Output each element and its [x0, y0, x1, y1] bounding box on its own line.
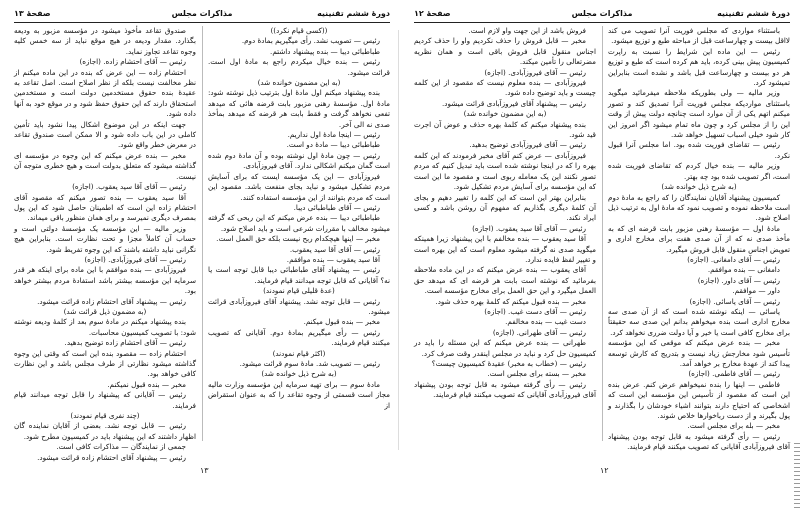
paragraph: رئیس — قابل توجه نشد. پیشنهاد آقای فیروزآبادی قرائت میشود. [208, 296, 390, 316]
running-title: مذاکرات مجلس [571, 9, 633, 18]
paragraph: آقا سید یعقوب — بنده موافقم. [286, 254, 380, 264]
paragraph: رئیس — چون مادهٔ اول نوشته بوده و آن مادهٔ دوم شده است گمان میکنم اشکالی ندارد. آقای فیروزآبادی. [208, 150, 390, 171]
paragraph: طباطبائی دیبا — بنده عرض میکنم که این ربحی که گرفته میشود مخالف با مقررات شرعی است و باید اصلاح شود. [208, 213, 390, 233]
paragraph: باستثناء مواردی که مجلس فوریت آنرا تصویب می کند لااقل بیست و چهارساعت قبل از مباحثه طبع و توزیع میشود. [608, 26, 790, 46]
paragraph: رئیس — آقای یاسائی. (اجازه) [689, 296, 780, 306]
paragraph: وزیر مالیه — این مؤسسه یک مؤسسهٔ دولتی است و حساب آن کاملاً مجزا و تحت نظارت است. بنابراین هیچ نگرانی نباید داشته باشند که این وجوه تفریط شود. [14, 223, 196, 254]
paragraph: طباطبائی دیبا — بنده پیشنهاد داشتم. [270, 46, 380, 56]
paragraph: رئیس — پیشنهاد آقای فیروزآبادی قرائت میشود. [441, 98, 586, 108]
paragraph: مخبر — بنده قبول میکنم. [303, 317, 380, 327]
paragraph: رئیس — پیشنهاد آقای احتشام زاده قرائت میشود. [37, 452, 186, 462]
page-number-header: صفحهٔ ۱۲ [414, 9, 451, 18]
paragraph: رئیس — بنده خیال میکردم راجع به مادهٔ اول است. قرائت میشود. [208, 57, 390, 77]
right-page [400, 0, 800, 511]
paragraph: احتشام زاده — این عرض که بنده در این ماده میکنم از نظر مخالفت نیست بلکه از نظر اصلاح است. اصل تقاعد به عقیدهٔ بنده حقوق مستخدمین دولت است و مستخدمین استحقاق دارند که این حقوق حفظ شود و در موقع خود به آنها داده شود. [14, 67, 196, 119]
paragraph: رئیس — آقای دست غیب. (اجازه) [484, 306, 586, 316]
stage-direction: ((کسی قیام نکرد)) [270, 26, 328, 35]
paragraph: بنده پیشنهاد میکنم که کلمهٔ بهره حذف و عوض آن اجرت قید شود. [414, 119, 596, 140]
stage-direction: (به این مضمون خوانده شد) [257, 78, 341, 88]
paragraph: رئیس — آقای فیروزآبادی. (اجازه) [484, 67, 586, 77]
paragraph: رئیس — آقای فیروزآبادی توضیح بدهید. [469, 140, 586, 150]
text-column-left [414, 26, 596, 441]
paragraph: آقای یعقوب — بنده عرض میکنم که در این ماده ملاحظه بفرمائید که نوشته است بابت هر قرضه ای که میدهد حق العمل میگیرد و این حق العمل برای مخارج مؤسسه است. [414, 265, 596, 296]
paragraph: بنده پیشنهاد میکنم اول مادهٔ اول بترتیب ذیل نوشته شود: مادهٔ اول. مؤسسهٔ رهنی مزبور بابت قرضه هائی که میدهد تفعی نخواهد گرفت و فقط بابت هر قرضه که میدهد بمأخذ صدی نه الی آخر. [208, 88, 390, 129]
paragraph: یاسائی — اینکه نوشته شده است که از آن صدی سه مخارج اداری است بنده میخواهم بدانم این صدی سه حقیقتاً برای مخارج کافی است یا خیر و آیا دولت ضرری نخواهد کرد. [608, 306, 790, 337]
paragraph: رئیس — آقای فیروزآبادی. (اجازه) [84, 254, 186, 264]
paragraph: فروش باشد از این جهت واو لازم است. [468, 26, 586, 35]
paragraph: مخبر — اینها هیچکدام ربح نیست بلکه حق العمل است. [216, 234, 380, 244]
paragraph: رئیس — تصویب نشد. رأی میگیریم بمادهٔ دوم. [241, 36, 380, 46]
paragraph: رئیس — آقای احتشام زاده. (اجازه) [79, 57, 186, 67]
paragraph: داور — موافقم. [732, 286, 780, 296]
paragraph: احتشام زاده — مقصود بنده این است که وقتی این وجوه گذاشته میشود نظارتی از طرف مجلس باشد و این نظارت کافی خواهد بود. [14, 348, 196, 379]
paragraph: جمعی از نمایندگان — مذاکرات کافی است. [56, 442, 186, 452]
paragraph: رئیس — آقای آقا سید یعقوب. (اجازه) [472, 223, 586, 233]
paragraph: رئیس — آقای فاطمی. (اجازه) [688, 369, 780, 379]
paragraph: فاطمی — اینها را بنده نمیخواهم عرض کنم. عرض بنده این است که مقصود از تأسیس این مؤسسه این است که اشخاصی که احتیاج دارند بتوانند اشیاء خودشان را بگذارند و پول بگیرند و از دست رباخوارها خلاص شوند. [608, 379, 790, 421]
stage-direction: (به این مضمون خوانده شد) [463, 109, 547, 119]
paragraph: مادهٔ سوم — برای تهیه سرمایه این مؤسسه وزارت مالیه مجاز است قسمتی از وجوه تقاعد را که به عنوان استقراض از [208, 379, 390, 410]
paragraph: بنده پیشنهاد میکنم در مادهٔ سوم بعد از کلمهٔ ودیعه نوشته شود: با تصویب کمیسیون محاسبات. [14, 317, 196, 337]
session-title: دورهٔ ششم تقنینیه [717, 9, 790, 18]
paragraph: رئیس — رأی گرفته میشود به قابل توجه بودن پیشنهاد آقای فیروزآبادی آقایانی که تصویب میکنند قیام فرمایند. [414, 379, 596, 400]
paragraph: رئیس — پیشنهاد آقای طباطبائی دیبا قابل توجه است یا نه؟ آقایانی که قابل توجه میدانند قیام فرمایند. [208, 265, 390, 285]
page-folio: ۱۲ [600, 466, 609, 475]
paragraph: مخبر — بنده عرض میکنم که این وجوه در مؤسسه ای گذاشته میشود که متعلق بدولت است و هیچ خطری متوجه آن نیست. [14, 150, 196, 181]
paragraph: دست غیب — بنده مخالفم. [505, 317, 586, 327]
paragraph: رئیس — آقای احتشام زاده توضیح بدهید. [64, 338, 186, 348]
paragraph: مخبر — بله برای مجلس است. [687, 421, 780, 431]
paragraph: رئیس — آقای داور. (اجازه) [697, 275, 780, 285]
stage-direction: (چند نفری قیام نمودند) [70, 411, 140, 421]
paragraph: رئیس — رأی میگیریم بمادهٔ دوم. آقایانی که تصویب میکنند قیام فرمایند. [208, 327, 390, 348]
paragraph: رئیس — آقایانی که پیشنهاد را قابل توجه میدانند قیام فرمایند. [14, 390, 196, 410]
paragraph: مخبر — بنده قبول میکنم که کلمهٔ بهره حذف شود. [435, 296, 586, 306]
paragraph: رئیس — آقای دامغانی. (اجازه) [687, 254, 780, 264]
paragraph: رئیس — تقاضای فوریت شده بود. اما مجلس آنرا قبول نکرد. [608, 140, 790, 160]
paragraph: رئیس — (خطاب به مخبر) عقیدهٔ کمیسیون چیست؟ [431, 359, 586, 368]
paragraph: رئیس — آقای طباطبائی دیبا. [293, 202, 380, 212]
paragraph: صندوق تقاعد مأخوذ میشود در مؤسسه مزبور به ودیعه بگذارد. مقدار ودیعه در هیچ موقع نباید از سه خمس کلیه وجوه تقاعد تجاوز نماید. [14, 26, 196, 56]
paragraph: وزیر مالیه — بنده خیال کردم که تقاضای فوریت شده است، اگر تصویب شده بود چه بهتر. [608, 161, 790, 181]
paragraph: رئیس — آقای آقا سید یعقوب. (اجازه) [72, 182, 186, 192]
page-header [14, 8, 390, 23]
paragraph: طهرانی — بنده عرض میکنم که این مسئله را باید در کمیسیون حل کرد و نباید در مجلس اینقدر وقت صرف کرد. [414, 338, 596, 358]
paragraph: فیروزآبادی — بنده موافقم با این ماده برای اینکه هر قدر سرمایه این مؤسسه بیشتر باشد استفادهٔ مردم بیشتر خواهد بود. [14, 265, 196, 296]
running-title: مذاکرات مجلس [171, 9, 233, 18]
paragraph: فیروزآبادی — بنده معلوم نیست که مقصود از این کلمه چیست و باید توضیح داده شود. [414, 78, 596, 98]
paragraph: دامغانی — بنده موافقم. [707, 265, 780, 275]
paragraph: رئیس — اینجا مادهٔ اول نداریم. [287, 130, 380, 140]
page-edge [794, 440, 800, 511]
stage-direction: (به مضمون ذیل قرائت شد) [63, 306, 147, 316]
paragraph: جهت اینکه در این موضوع اشکال پیدا نشود باید تأمین کاملی در این باب داده شود و الا ممکن است صندوق تقاعد در معرض خطر واقع شود. [14, 119, 196, 150]
stage-direction: (به شرح ذیل خوانده شد) [661, 182, 737, 192]
paragraph: رئیس — آقای آقا سید یعقوب. [289, 244, 380, 254]
paragraph: مخبر — قابل فروش را حذف نکردیم واو را حذف کردیم اجناس منقول قابل فروش باقی است و همان نظریه مضرتعالی را تأمین میکند. [414, 36, 596, 67]
session-title: دورهٔ ششم تقنینیه [317, 9, 390, 18]
paragraph: رئیس — پیشنهاد آقای احتشام زاده قرائت میشود. [37, 296, 186, 306]
column-divider [202, 26, 203, 441]
paragraph: آقا سید یعقوب — بنده تصور میکنم که مقصود آقای احتشام زاده این است که اطمینان حاصل شود که این پول بمصرف دیگری نمیرسد و برای همان منظور باقی میماند. [14, 192, 196, 223]
paragraph: کمیسیون پیشنهاد آقایان نمایندگان را که راجع به مادهٔ دوم است ملاحظه نموده و تصویب نمود که مادهٔ اول به ترتیب ذیل اصلاح شود. [608, 192, 790, 223]
paragraph: رئیس — آقای طهرانی. (اجازه) [492, 327, 586, 337]
stage-direction: (عدهٔ قلیلی قیام نمودند) [263, 286, 335, 296]
book-gutter [398, 30, 399, 450]
paragraph: رئیس — تصویب شد. مادهٔ سوم قرائت میشود. [239, 359, 380, 368]
page-number-header: صفحهٔ ۱۳ [14, 9, 51, 18]
column-divider [602, 26, 603, 441]
paragraph: مخبر — بنده قبول نمیکنم. [107, 379, 186, 389]
paragraph: مخبر — بسته برای مجلس است. [487, 369, 586, 379]
text-column-right [208, 26, 390, 441]
paragraph: رئیس — قابل توجه نشد. بعضی از آقایان نماینده گان اظهار داشتند که این پیشنهاد باید در کمیسیون مطرح شود. [14, 421, 196, 441]
paragraph: آقا سید یعقوب — بنده مخالفم با این پیشنهاد زیرا همینکه میگوید صدی نه گرفته میشود معلوم است که این بهره است و تغییر لفظ فایده ندارد. [414, 234, 596, 264]
paragraph: بنابراین بهتر این است که این کلمه را تغییر دهیم و بجای آن کلمهٔ دیگری بگذاریم که مفهوم آن روشن باشد و کسی ایراد نکند. [414, 192, 596, 223]
paragraph: مادهٔ اول — مؤسسهٔ رهنی مزبور بابت قرضه ای که به مأخذ صدی نه که از آن صدی هفت برای مخارج اداری و تعویض اجناس منقول قابل فروش میگیرد. [608, 223, 790, 254]
text-column-left [14, 26, 196, 462]
paragraph: رئیس — رأی گرفته میشود به قابل توجه بودن پیشنهاد آقای فیروزآبادی آقایانی که تصویب میکنند قیام فرمایند. [608, 431, 790, 452]
text-column-right [608, 26, 790, 452]
paragraph: فیروزآبادی — این یک مؤسسه ایست که برای آسایش مردم تشکیل میشود و نباید بجای منفعت باشد. مقصود این است که مردم بتوانند از این مؤسسه استفاده کنند. [208, 171, 390, 202]
page-folio: ۱۳ [200, 466, 209, 475]
stage-direction: (اکثر قیام نمودند) [272, 348, 326, 358]
paragraph: طباطبائی دیبا — مادهٔ دو است. [286, 140, 380, 150]
paragraph: وزیر مالیه — ولی بطوریکه ملاحظه میفرمائید میگوید باستثنای مواردیکه مجلس فوریت آنرا تصدیق کند و تصور میکنم اتهم یکی از آن موارد است چنانچه دولت پیش از وقت این را از مجلس کرد و چون ماه تمام میشود اگر امروز این کار شود خیلی اسباب تسهیل خواهد شد. [608, 88, 790, 140]
paragraph: فیروزآبادی — عرض کنم آقای مخبر فرمودند که این کلمه بهره را که در اینجا نوشته شده است باید تبدیل کنیم که مردم تصور نکنند این یک معامله ربوی است و مقصود ما این است که این مؤسسه برای آسایش مردم تشکیل شود. [414, 150, 596, 192]
paragraph: رئیس — این ماده این شرایط را نسبت به راپرت کمیسیون پیش بینی کرده، باید هم کرده است که طبع و توزیع هر دو بیست و چهارساعت قبل باشد و نشده است بنابراین تمیشود کرد. [608, 46, 790, 88]
page-header [414, 8, 790, 23]
stage-direction: (به شرح ذیل خوانده شد) [261, 369, 337, 379]
paragraph: مخبر — بنده عرض میکنم که موقعی که این مؤسسه تأسیس شود مخارجش زیاد نیست و بتدریج که کارش توسعه پیدا کند از عهدهٔ مخارج بر خواهد آمد. [608, 338, 790, 368]
